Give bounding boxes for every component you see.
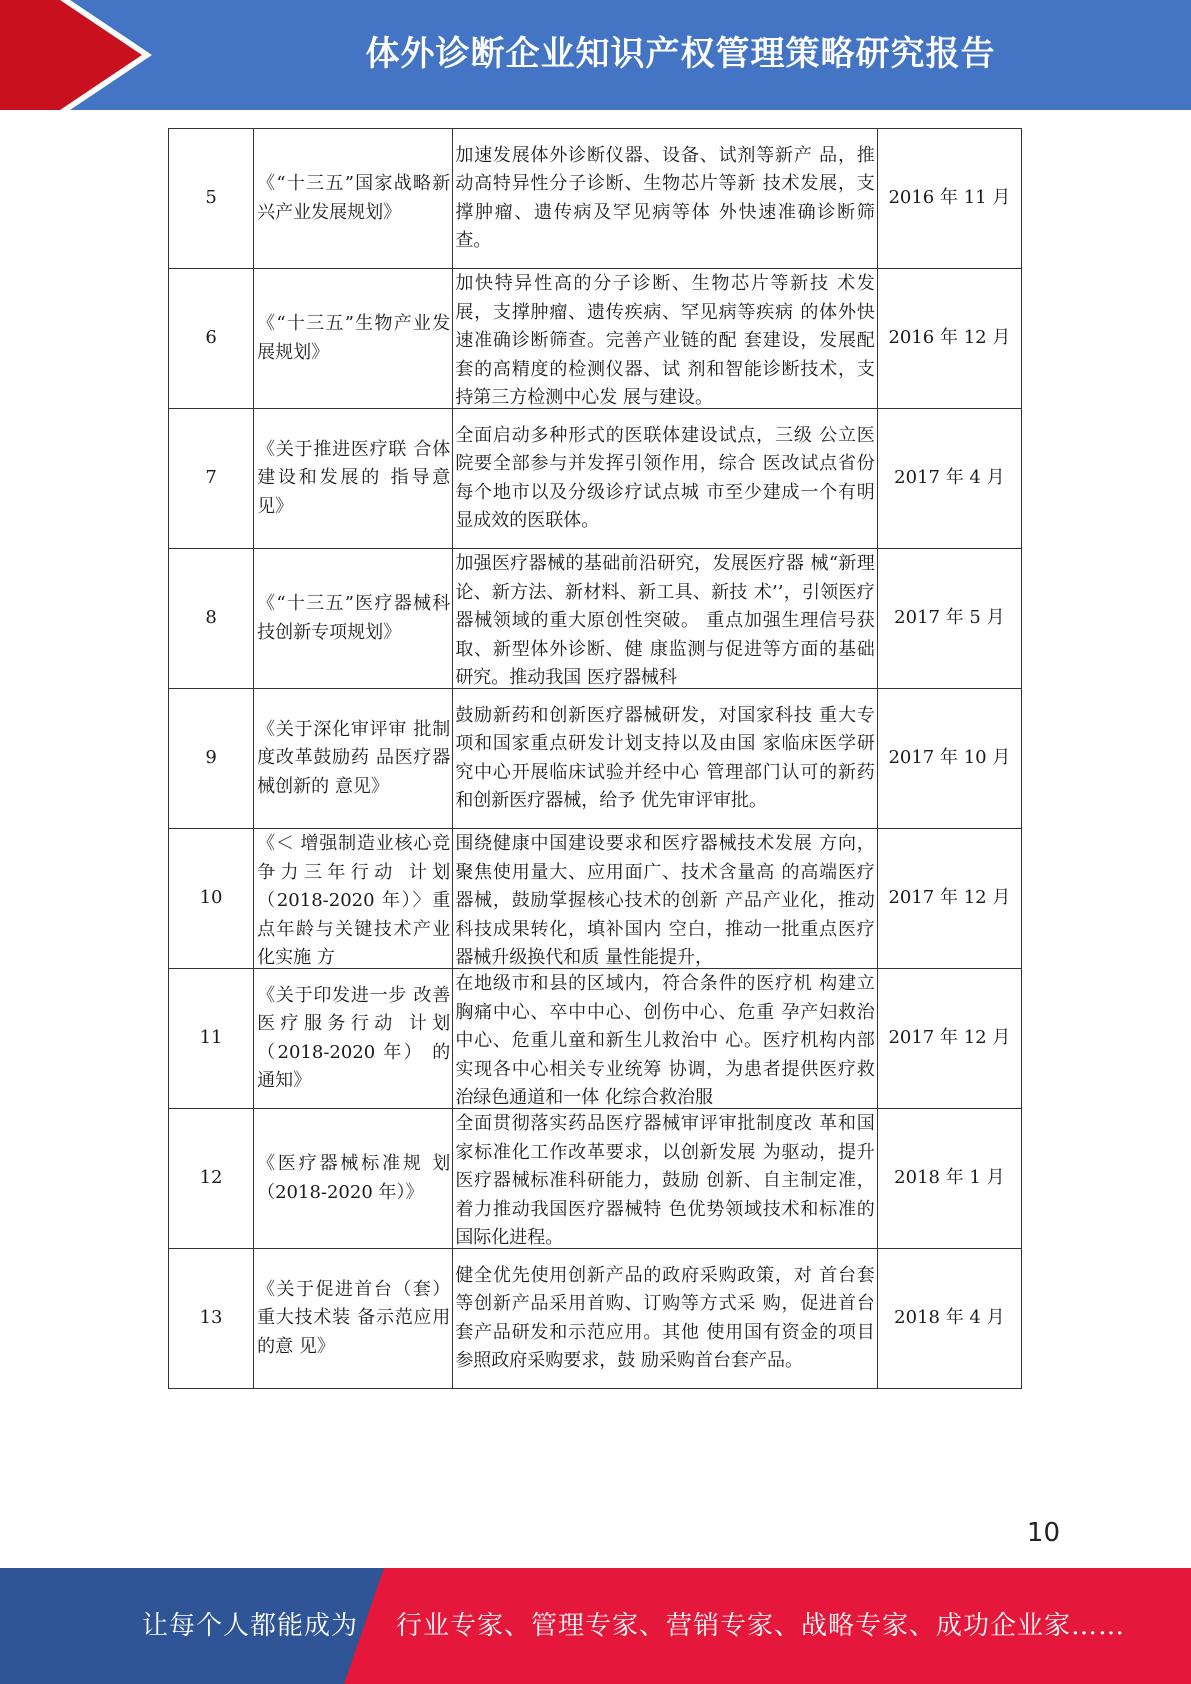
policy-name: 《“十三五”国家战略新兴产业发展规划》 — [257, 173, 451, 223]
policy-name-cell — [254, 409, 453, 549]
policy-table — [168, 128, 1022, 1389]
row-number: 6 — [205, 327, 217, 349]
table-row — [169, 689, 1022, 829]
policy-description-cell — [453, 1109, 877, 1249]
footer-slogan-roles: 行业专家、管理专家、营销专家、战略专家、成功企业家…… — [396, 1611, 1126, 1641]
policy-name: 《关于印发进一步 改善医疗服务行动 计划（2018-2020 年） 的通知》 — [257, 984, 451, 1091]
policy-name-cell — [254, 1109, 453, 1249]
row-number-cell — [169, 969, 254, 1109]
policy-name: 《“十三五”医疗器械科技创新专项规划》 — [257, 593, 451, 643]
policy-name-cell — [254, 1249, 453, 1389]
row-number-cell — [169, 1109, 254, 1249]
policy-description: 健全优先使用创新产品的政府采购政策，对 首台套等创新产品采用首购、订购等方式采 购，促进首台套产品研发和示范应用。其他 使用国有资金的项目参照政府采购要求，鼓 励采购首台套产品。 — [455, 1264, 875, 1371]
policy-name: 《关于推进医疗联 合体建设和发展的 指导意见》 — [257, 438, 451, 517]
row-number-cell — [169, 829, 254, 969]
row-number: 7 — [205, 467, 217, 489]
policy-date-cell — [877, 549, 1021, 689]
row-number-cell — [169, 129, 254, 269]
policy-name: 《关于促进首台（套）重大技术装 备示范应用的意 见》 — [257, 1278, 451, 1357]
policy-table-body — [169, 129, 1022, 1389]
policy-date: 2017 年 5 月 — [894, 607, 1005, 629]
policy-description-cell — [453, 549, 877, 689]
policy-description: 全面贯彻落实药品医疗器械审评审批制度改 革和国家标准化工作改革要求，以创新发展 为驱动，提升医疗器械标准科研能力，鼓励 创新、自主制定准，着力推动我国医疗器械特 色优势领域技术和标准的国际化进程。 — [455, 1113, 875, 1247]
policy-date: 2017 年 12 月 — [888, 887, 1011, 909]
row-number-cell — [169, 269, 254, 409]
policy-description-cell — [453, 409, 877, 549]
policy-date: 2017 年 12 月 — [888, 1027, 1011, 1049]
policy-description: 全面启动多种形式的医联体建设试点，三级 公立医院要全部参与并发挥引领作用，综合 医改试点省份每个地市以及分级诊疗试点城 市至少建成一个有明显成效的医联体。 — [455, 424, 875, 531]
report-title: 体外诊断企业知识产权管理策略研究报告 — [365, 34, 996, 74]
policy-description-cell — [453, 689, 877, 829]
row-number: 9 — [205, 747, 217, 769]
policy-name-cell — [254, 129, 453, 269]
policy-date-cell — [877, 409, 1021, 549]
policy-date-cell — [877, 1249, 1021, 1389]
policy-description: 在地级市和县的区域内，符合条件的医疗机 构建立胸痛中心、卒中中心、创伤中心、危重 孕产妇救治中心、危重儿童和新生儿救治中 心。医疗机构内部实现各中心相关专业统筹 协调，为患者提供医疗救治绿色通道和一体 化综合救治服 — [455, 973, 875, 1107]
policy-date-cell — [877, 269, 1021, 409]
policy-name: 《“十三五”生物产业发展规划》 — [257, 313, 451, 363]
policy-description: 加速发展体外诊断仪器、设备、试剂等新产 品，推动高特异性分子诊断、生物芯片等新 技术发展，支撑肿瘤、遗传病及罕见病等体 外快速准确诊断筛查。 — [455, 144, 875, 251]
policy-description-cell — [453, 1249, 877, 1389]
policy-description-cell — [453, 969, 877, 1109]
row-number: 10 — [199, 887, 223, 909]
table-row — [169, 409, 1022, 549]
report-footer — [0, 1568, 1191, 1684]
row-number-cell — [169, 689, 254, 829]
report-header — [0, 0, 1191, 110]
policy-date-cell — [877, 689, 1021, 829]
policy-date-cell — [877, 1109, 1021, 1249]
policy-date-cell — [877, 829, 1021, 969]
policy-date-cell — [877, 129, 1021, 269]
row-number-cell — [169, 549, 254, 689]
header-chevron-icon — [0, 0, 160, 110]
policy-date: 2017 年 10 月 — [888, 747, 1011, 769]
policy-date: 2018 年 1 月 — [894, 1167, 1005, 1189]
policy-name: 《＜ 增强制造业核心竞争力三年行动 计划 （2018-2020 年）〉重点年龄与关键技术产业化实施 方 — [257, 833, 451, 967]
table-row — [169, 1109, 1022, 1249]
table-row — [169, 269, 1022, 409]
policy-name: 《医疗器械标准规 划（2018-2020 年）》 — [257, 1153, 451, 1203]
row-number: 13 — [199, 1307, 223, 1329]
row-number: 8 — [205, 607, 217, 629]
row-number: 12 — [199, 1167, 223, 1189]
table-row — [169, 549, 1022, 689]
policy-description-cell — [453, 129, 877, 269]
page-number: 10 — [1026, 1518, 1060, 1548]
policy-name-cell — [254, 829, 453, 969]
policy-description: 加快特异性高的分子诊断、生物芯片等新技 术发展，支撑肿瘤、遗传疾病、罕见病等疾病 的体外快速准确诊断筛查。完善产业链的配 套建设，发展配套的高精度的检测仪器、试 剂和智能诊断技术，支持第三方检测中心发 展与建设。 — [455, 273, 875, 407]
policy-date: 2018 年 4 月 — [894, 1307, 1005, 1329]
policy-date: 2016 年 12 月 — [888, 327, 1011, 349]
table-row — [169, 829, 1022, 969]
table-row — [169, 1249, 1022, 1389]
policy-date: 2017 年 4 月 — [894, 467, 1005, 489]
policy-name-cell — [254, 269, 453, 409]
policy-description: 鼓励新药和创新医疗器械研发，对国家科技 重大专项和国家重点研发计划支持以及由国 家临床医学研究中心开展临床试验并经中心 管理部门认可的新药和创新医疗器械，给予 优先审评审批。 — [455, 704, 875, 811]
policy-description: 加强医疗器械的基础前沿研究，发展医疗器 械“新理论、新方法、新材料、新工具、新技 术’’，引领医疗器械领域的重大原创性突破。 重点加强生理信号获取、新型体外诊断、健 康监测与促进等方面的基础研究。推动我国 医疗器械科 — [455, 553, 875, 687]
row-number: 5 — [205, 187, 217, 209]
policy-name: 《关于深化审评审 批制度改革鼓励药 品医疗器械创新的 意见》 — [257, 718, 451, 797]
policy-date: 2016 年 11 月 — [888, 187, 1011, 209]
policy-name-cell — [254, 969, 453, 1109]
row-number-cell — [169, 1249, 254, 1389]
policy-name-cell — [254, 689, 453, 829]
footer-slogan-lead: 让每个人都能成为 — [142, 1611, 359, 1641]
table-row — [169, 129, 1022, 269]
policy-description-cell — [453, 269, 877, 409]
policy-date-cell — [877, 969, 1021, 1109]
table-row — [169, 969, 1022, 1109]
policy-description: 围绕健康中国建设要求和医疗器械技术发展 方向，聚焦使用量大、应用面广、技术含量高 的高端医疗器械，鼓励掌握核心技术的创新 产品产业化，推动科技成果转化，填补国内 空白，推动一批重点医疗器械升级换代和质 量性能提升， — [455, 833, 875, 967]
policy-name-cell — [254, 549, 453, 689]
row-number: 11 — [199, 1027, 223, 1049]
row-number-cell — [169, 409, 254, 549]
policy-description-cell — [453, 829, 877, 969]
